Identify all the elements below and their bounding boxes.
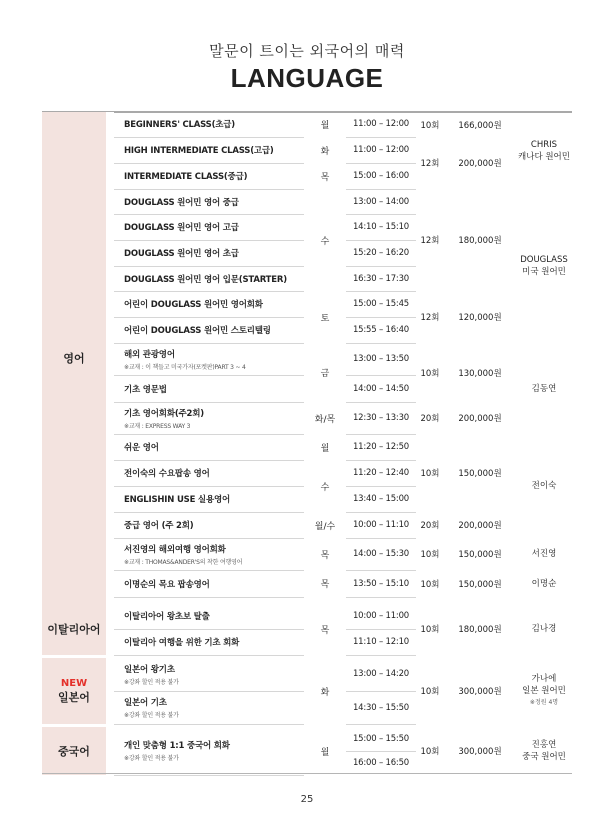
course-day: 토 — [320, 313, 330, 324]
new-badge: NEW — [60, 677, 88, 689]
course-name: 기초 영어회화(주2회) ※교재 : EXPRESS WAY 3 — [114, 402, 304, 434]
course-teacher: 전이숙 — [531, 481, 557, 491]
category-japanese: NEW 일본어 — [42, 658, 106, 724]
course-day: 월 — [320, 121, 330, 131]
course-price: 150,000원 — [458, 469, 502, 479]
teacher-note: ※정원 4명 — [529, 699, 559, 706]
course-note: ※강좌 할인 적용 불가 — [124, 678, 179, 686]
course-name: HIGH INTERMEDIATE CLASS(고급) — [114, 137, 304, 163]
bottom-rule — [42, 773, 572, 774]
course-price: 180,000원 — [458, 625, 502, 635]
table-row — [42, 137, 572, 163]
course-teacher: 이명순 — [531, 578, 557, 589]
course-teacher: DOUGLASS 미국 원어민 — [520, 255, 568, 277]
course-time: 13:00 – 14:00 — [346, 189, 416, 214]
course-name: 쉬운 영어 — [114, 434, 304, 460]
course-time: 11:00 – 12:00 — [346, 137, 416, 163]
course-price: 180,000원 — [458, 236, 502, 246]
course-sessions: 20회 — [420, 521, 440, 531]
course-time: 12:30 – 13:30 — [346, 402, 416, 434]
course-sessions: 10회 — [420, 550, 440, 560]
course-time: 13:50 – 15:10 — [346, 570, 416, 597]
page-subtitle: 말문이 트이는 외국어의 매력 — [209, 42, 405, 60]
table-row — [42, 112, 572, 137]
course-sessions: 20회 — [420, 414, 440, 424]
table-row — [42, 434, 572, 460]
table-row — [42, 570, 572, 597]
course-teacher: 가나에 일본 원어민 ※정원 4명 — [516, 658, 572, 724]
course-day: 수 — [320, 236, 330, 247]
course-time: 15:00 – 15:45 — [346, 291, 416, 317]
course-price: 200,000원 — [458, 521, 502, 531]
course-note: ※교재 : THOMAS&ANDER'S의 착한 여행영어 — [124, 558, 243, 566]
course-time: 15:20 – 16:20 — [346, 240, 416, 266]
course-name: 개인 맞춤형 1:1 중국어 회화 ※강좌 할인 적용 불가 — [114, 727, 304, 775]
course-name: 해외 관광영어 ※교재 : 이 책들고 미국가자(포켓판)PART 3 ~ 4 — [114, 343, 304, 375]
course-sessions: 10회 — [420, 579, 440, 590]
course-time: 14:30 – 15:50 — [346, 691, 416, 724]
course-price: 300,000원 — [458, 687, 502, 697]
course-teacher: 김나경 — [531, 624, 557, 634]
course-name: 이명순의 목요 팝송영어 — [114, 570, 304, 597]
course-note: ※교재 : EXPRESS WAY 3 — [124, 422, 191, 430]
course-sessions: 10회 — [420, 687, 440, 697]
course-time: 13:00 – 14:20 — [346, 658, 416, 691]
course-price: 166,000원 — [458, 120, 502, 131]
course-sessions: 10회 — [420, 120, 440, 131]
table-row — [42, 402, 572, 434]
course-day: 화 — [320, 146, 330, 157]
course-teacher: CHRIS 캐나다 원어민 — [518, 139, 570, 162]
course-day: 수 — [320, 482, 330, 493]
course-time: 11:00 – 12:00 — [346, 112, 416, 137]
course-name: 일본어 왕기초 ※강좌 할인 적용 불가 — [114, 658, 304, 691]
course-name: 중급 영어 (주 2회) — [114, 512, 304, 538]
course-teacher: 김동연 — [531, 383, 557, 394]
course-name: 전이숙의 수요팝송 영어 — [114, 460, 304, 486]
course-time: 10:00 – 11:00 — [346, 603, 416, 629]
course-sessions: 10회 — [420, 469, 440, 479]
course-name: 서진영의 해외여행 영어회화 ※교재 : THOMAS&ANDER'S의 착한 여행영어 — [114, 538, 304, 570]
course-sessions: 12회 — [420, 313, 440, 323]
course-sessions: 12회 — [420, 236, 440, 246]
course-price: 150,000원 — [458, 579, 502, 590]
course-note: ※강좌 할인 적용 불가 — [124, 712, 179, 719]
course-time: 14:00 – 15:30 — [346, 538, 416, 570]
course-name: ENGLISHIN USE 실용영어 — [114, 486, 304, 512]
category-english: 영어 — [42, 112, 106, 603]
table-row — [42, 538, 572, 570]
table-row — [42, 291, 572, 317]
table-row — [42, 512, 572, 538]
course-time: 13:00 – 13:50 — [346, 343, 416, 375]
course-day: 월 — [320, 443, 330, 454]
course-time: 14:00 – 14:50 — [346, 375, 416, 402]
course-day: 목 — [320, 172, 330, 183]
table-row — [42, 658, 572, 691]
course-day: 목 — [320, 580, 330, 590]
table-row — [42, 727, 572, 751]
language-course-table — [42, 112, 572, 776]
course-name: 이탈리아어 왕초보 탈출 — [114, 603, 304, 629]
course-teacher: 진홍연 중국 원어민 — [522, 740, 566, 762]
page-number: 25 — [300, 794, 314, 805]
course-day: 목 — [320, 550, 330, 561]
course-time: 11:10 – 12:10 — [346, 629, 416, 655]
course-name: 어린이 DOUGLASS 원어민 스토리텔링 — [114, 317, 304, 343]
course-name: DOUGLASS 원어민 영어 고급 — [114, 214, 304, 240]
course-name: DOUGLASS 원어민 영어 중급 — [114, 189, 304, 214]
course-day: 금 — [320, 369, 330, 379]
course-name: DOUGLASS 원어민 영어 입문(STARTER) — [114, 266, 304, 291]
course-time: 15:00 – 15:50 — [346, 727, 416, 751]
course-time: 10:00 – 11:10 — [346, 512, 416, 538]
course-day: 화 — [320, 687, 330, 698]
course-time: 16:00 – 16:50 — [352, 758, 410, 769]
page-title: LANGUAGE — [230, 63, 384, 93]
course-time: 11:20 – 12:50 — [346, 434, 416, 460]
course-time: 15:55 – 16:40 — [346, 317, 416, 343]
course-price: 200,000원 — [458, 414, 502, 424]
course-price: 130,000원 — [458, 368, 502, 379]
course-price: 300,000원 — [458, 747, 502, 757]
table-row — [42, 189, 572, 214]
table-row — [42, 603, 572, 629]
course-time: 13:40 – 15:00 — [346, 486, 416, 512]
course-day: 월/수 — [314, 521, 336, 532]
course-name: BEGINNERS' CLASS(초급) — [114, 112, 304, 137]
course-note: ※교재 : 이 책들고 미국가자(포켓판)PART 3 ~ 4 — [124, 363, 246, 371]
course-name: INTERMEDIATE CLASS(중급) — [114, 163, 304, 189]
course-name: DOUGLASS 원어민 영어 초급 — [114, 240, 304, 266]
course-price: 120,000원 — [458, 313, 502, 323]
course-name: 기초 영문법 — [114, 375, 304, 402]
course-note: ※강좌 할인 적용 불가 — [124, 755, 179, 763]
course-day: 화/목 — [314, 414, 336, 425]
course-time: 14:10 – 15:10 — [346, 214, 416, 240]
course-name: 이탈리아 여행을 위한 기초 회화 — [114, 629, 304, 655]
course-price: 200,000원 — [458, 159, 502, 169]
course-time: 11:20 – 12:40 — [346, 460, 416, 486]
category-italian: 이탈리아어 — [42, 603, 106, 655]
table-row — [42, 343, 572, 375]
course-teacher: 서진영 — [531, 549, 557, 559]
course-name: 일본어 기초 ※강좌 할인 적용 불가 — [114, 691, 304, 724]
course-time: 15:00 – 16:00 — [346, 163, 416, 189]
category-chinese: 중국어 — [42, 727, 106, 775]
course-price: 150,000원 — [458, 550, 502, 560]
course-sessions: 12회 — [420, 159, 440, 169]
course-sessions: 10회 — [420, 368, 440, 379]
course-sessions: 10회 — [420, 747, 440, 757]
course-day: 월 — [320, 747, 330, 758]
course-day: 목 — [320, 625, 330, 636]
course-sessions: 10회 — [420, 625, 440, 635]
course-name: 어린이 DOUGLASS 원어민 영어회화 — [114, 291, 304, 317]
course-time: 16:30 – 17:30 — [346, 266, 416, 291]
